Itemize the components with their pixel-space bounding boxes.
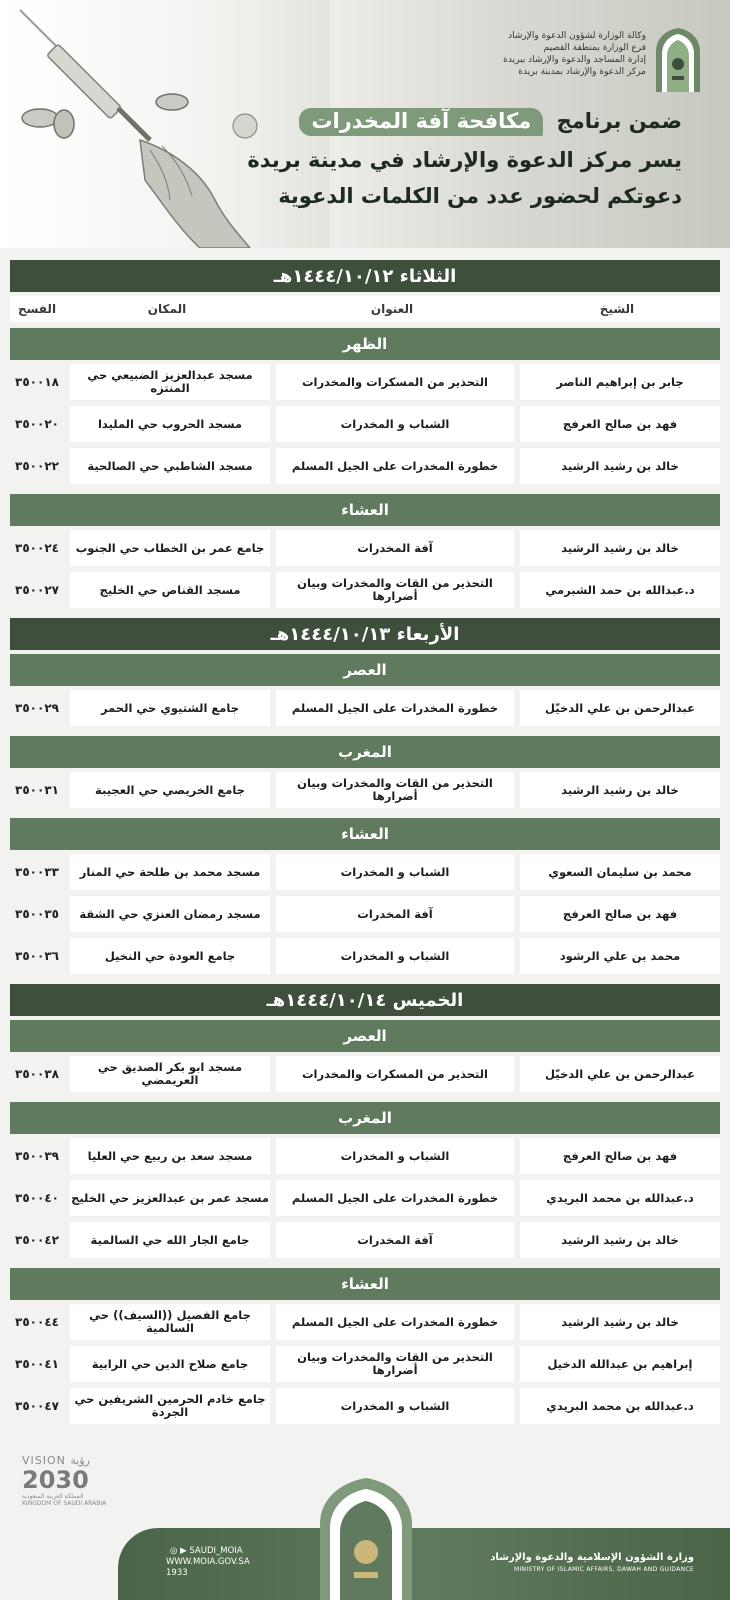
table-row bbox=[10, 1138, 720, 1174]
code-cell: ٣٥٠٠٢٢ bbox=[15, 458, 59, 473]
table-row bbox=[10, 572, 720, 608]
title-cell: آفة المخدرات bbox=[276, 896, 514, 932]
headline-highlight: مكافحة آفة المخدرات bbox=[299, 108, 543, 136]
table-row bbox=[10, 938, 720, 974]
title-cell: الشباب و المخدرات bbox=[276, 406, 514, 442]
ministry-logo-icon bbox=[652, 26, 704, 94]
place-cell: جامع الشتيوي حي الحمر bbox=[70, 690, 270, 726]
table-row bbox=[10, 364, 720, 400]
title-cell: خطورة المخدرات على الجيل المسلم bbox=[276, 448, 514, 484]
place-cell: مسجد سعد بن ربيع حي العليا bbox=[70, 1138, 270, 1174]
table-row bbox=[10, 772, 720, 808]
table-row bbox=[10, 1304, 720, 1340]
period-header: العشاء bbox=[10, 494, 720, 526]
sheikh-cell: د.عبدالله بن حمد الشبرمي bbox=[520, 572, 720, 608]
period-header: العصر bbox=[10, 654, 720, 686]
place-cell: جامع خادم الحرمين الشريفين حي الجردة bbox=[70, 1388, 270, 1424]
code-cell: ٣٥٠٠٢٠ bbox=[15, 416, 59, 431]
column-title: العنوان bbox=[370, 302, 414, 316]
ministry-name-en: MINISTRY OF ISLAMIC AFFAIRS, DAWAH AND GUIDANCE bbox=[514, 1566, 694, 1573]
title-cell: التحذير من المسكرات والمخدرات bbox=[276, 364, 514, 400]
ministry-name-ar: وزارة الشؤون الإسلامية والدعوة والإرشاد bbox=[490, 1552, 694, 1563]
place-cell: مسجد القناص حي الخليج bbox=[70, 572, 270, 608]
social-handle[interactable] bbox=[166, 1546, 250, 1557]
org-line: فرع الوزارة بمنطقة القصيم bbox=[543, 43, 646, 53]
code-cell: ٣٥٠٠٣٣ bbox=[15, 864, 59, 879]
place-cell: مسجد محمد بن طلحة حي المنار bbox=[70, 854, 270, 890]
headline-line-1 bbox=[122, 108, 682, 136]
place-cell: مسجد عمر بن عبدالعزيز حي الخليج bbox=[70, 1180, 270, 1216]
place-cell: مسجد الشاطبي حي الصالحية bbox=[70, 448, 270, 484]
table-row bbox=[10, 896, 720, 932]
table-row bbox=[10, 530, 720, 566]
organization-lines bbox=[386, 30, 646, 78]
column-headers bbox=[10, 296, 720, 322]
sheikh-cell: جابر بن إبراهيم الناصر bbox=[520, 364, 720, 400]
code-cell: ٣٥٠٠٤١ bbox=[15, 1356, 59, 1371]
place-cell: مسجد عبدالعزيز الضبيعي حي المنتزه bbox=[70, 364, 270, 400]
code-cell: ٣٥٠٠٣٥ bbox=[15, 906, 59, 921]
code-cell: ٣٥٠٠٢٤ bbox=[15, 540, 59, 555]
code-cell: ٣٥٠٠٢٧ bbox=[15, 582, 59, 597]
ministry-arch-logo-icon bbox=[318, 1478, 414, 1600]
social-handle-text: SAUDI_MOIA bbox=[189, 1546, 243, 1556]
title-cell: الشباب و المخدرات bbox=[276, 854, 514, 890]
code-cell: ٣٥٠٠٤٧ bbox=[15, 1398, 59, 1413]
headline-prefix: ضمن برنامج bbox=[556, 109, 682, 133]
place-cell: مسجد ابو بكر الصديق حي العريمضي bbox=[70, 1056, 270, 1092]
table-row bbox=[10, 854, 720, 890]
column-place: المكان bbox=[147, 302, 187, 316]
title-cell: خطورة المخدرات على الجيل المسلم bbox=[276, 1304, 514, 1340]
sheikh-cell: عبدالرحمن بن علي الدخيّل bbox=[520, 690, 720, 726]
social-icons: ◎ ▶ bbox=[170, 1546, 187, 1556]
phone-number: 1933 bbox=[166, 1568, 188, 1578]
period-header: العشاء bbox=[10, 1268, 720, 1300]
title-cell: آفة المخدرات bbox=[276, 530, 514, 566]
code-cell: ٣٥٠٠٤٤ bbox=[15, 1314, 59, 1329]
vision-label: VISION رؤية bbox=[22, 1454, 90, 1467]
table-row bbox=[10, 1056, 720, 1092]
sheikh-cell: خالد بن رشيد الرشيد bbox=[520, 530, 720, 566]
place-cell: جامع صلاح الدين حي الرابية bbox=[70, 1346, 270, 1382]
period-header: الظهر bbox=[10, 328, 720, 360]
footer-ministry bbox=[454, 1552, 694, 1573]
sheikh-cell: د.عبدالله بن محمد البريدي bbox=[520, 1180, 720, 1216]
headline-line-3: دعوتكم لحضور عدد من الكلمات الدعوية bbox=[278, 184, 682, 208]
place-cell: جامع الفصيل ((السيف)) حي السالمية bbox=[70, 1304, 270, 1340]
code-cell: ٣٥٠٠٤٢ bbox=[15, 1232, 59, 1247]
title-cell: خطورة المخدرات على الجيل المسلم bbox=[276, 690, 514, 726]
title-cell: التحذير من المسكرات والمخدرات bbox=[276, 1056, 514, 1092]
title-cell: آفة المخدرات bbox=[276, 1222, 514, 1258]
code-cell: ٣٥٠٠٣٩ bbox=[15, 1148, 59, 1163]
sheikh-cell: د.عبدالله بن محمد البريدي bbox=[520, 1388, 720, 1424]
place-cell: مسجد الحروب حي المليدا bbox=[70, 406, 270, 442]
place-cell: مسجد رمضان العنزي حي الشقة bbox=[70, 896, 270, 932]
table-row bbox=[10, 690, 720, 726]
schedule bbox=[10, 260, 720, 1430]
sheikh-cell: إبراهيم بن عبدالله الدخيل bbox=[520, 1346, 720, 1382]
title-cell: الشباب و المخدرات bbox=[276, 938, 514, 974]
org-line: إدارة المساجد والدعوة والإرشاد ببريدة bbox=[503, 55, 646, 65]
column-code: الفسح bbox=[17, 302, 57, 316]
table-row bbox=[10, 1388, 720, 1424]
footer-contact bbox=[166, 1546, 250, 1579]
place-cell: جامع العودة حي النخيل bbox=[70, 938, 270, 974]
place-cell: جامع الجار الله حي السالمية bbox=[70, 1222, 270, 1258]
sheikh-cell: فهد بن صالح العرفج bbox=[520, 406, 720, 442]
place-cell: جامع عمر بن الخطاب حي الجنوب bbox=[70, 530, 270, 566]
sheikh-cell: عبدالرحمن بن علي الدخيّل bbox=[520, 1056, 720, 1092]
day-header: الثلاثاء ١٤٤٤/١٠/١٢هـ bbox=[10, 260, 720, 292]
table-row bbox=[10, 448, 720, 484]
header bbox=[0, 0, 730, 248]
headline-line-2: يسر مركز الدعوة والإرشاد في مدينة بريدة bbox=[247, 148, 682, 172]
code-cell: ٣٥٠٠٣١ bbox=[15, 782, 59, 797]
sheikh-cell: خالد بن رشيد الرشيد bbox=[520, 1222, 720, 1258]
code-cell: ٣٥٠٠١٨ bbox=[15, 374, 59, 389]
org-line: وكالة الوزارة لشؤون الدعوة والإرشاد bbox=[508, 31, 646, 41]
code-cell: ٣٥٠٠٣٦ bbox=[15, 948, 59, 963]
code-cell: ٣٥٠٠٣٨ bbox=[15, 1066, 59, 1081]
vision-year: 2030 bbox=[22, 1466, 89, 1494]
period-header: العصر bbox=[10, 1020, 720, 1052]
column-sheikh: الشيخ bbox=[599, 302, 635, 316]
title-cell: التحذير من القات والمخدرات وبيان أضرارها bbox=[276, 772, 514, 808]
website-link[interactable]: WWW.MOIA.GOV.SA bbox=[166, 1557, 250, 1567]
place-cell: جامع الخريصي حي العجيبة bbox=[70, 772, 270, 808]
vision-2030-logo bbox=[22, 1454, 112, 1510]
period-header: المغرب bbox=[10, 1102, 720, 1134]
day-header: الخميس ١٤٤٤/١٠/١٤هـ bbox=[10, 984, 720, 1016]
title-cell: الشباب و المخدرات bbox=[276, 1388, 514, 1424]
title-cell: الشباب و المخدرات bbox=[276, 1138, 514, 1174]
sheikh-cell: خالد بن رشيد الرشيد bbox=[520, 1304, 720, 1340]
vision-subtitle: المملكة العربية السعودية KINGDOM OF SAUDI ARABIA bbox=[22, 1493, 107, 1507]
org-line: مركز الدعوة والإرشاد بمدينة بريدة bbox=[518, 67, 646, 77]
table-row bbox=[10, 1180, 720, 1216]
sheikh-cell: فهد بن صالح العرفج bbox=[520, 1138, 720, 1174]
period-header: العشاء bbox=[10, 818, 720, 850]
sheikh-cell: خالد بن رشيد الرشيد bbox=[520, 772, 720, 808]
sheikh-cell: محمد بن علي الرشود bbox=[520, 938, 720, 974]
code-cell: ٣٥٠٠٤٠ bbox=[15, 1190, 59, 1205]
table-row bbox=[10, 1346, 720, 1382]
sheikh-cell: محمد بن سليمان السعوي bbox=[520, 854, 720, 890]
sheikh-cell: خالد بن رشيد الرشيد bbox=[520, 448, 720, 484]
title-cell: التحذير من القات والمخدرات وبيان أضرارها bbox=[276, 572, 514, 608]
title-cell: التحذير من القات والمخدرات وبيان أضرارها bbox=[276, 1346, 514, 1382]
day-header: الأربعاء ١٤٤٤/١٠/١٣هـ bbox=[10, 618, 720, 650]
sheikh-cell: فهد بن صالح العرفج bbox=[520, 896, 720, 932]
table-row bbox=[10, 406, 720, 442]
period-header: المغرب bbox=[10, 736, 720, 768]
table-row bbox=[10, 1222, 720, 1258]
code-cell: ٣٥٠٠٢٩ bbox=[15, 700, 59, 715]
title-cell: خطورة المخدرات على الجيل المسلم bbox=[276, 1180, 514, 1216]
